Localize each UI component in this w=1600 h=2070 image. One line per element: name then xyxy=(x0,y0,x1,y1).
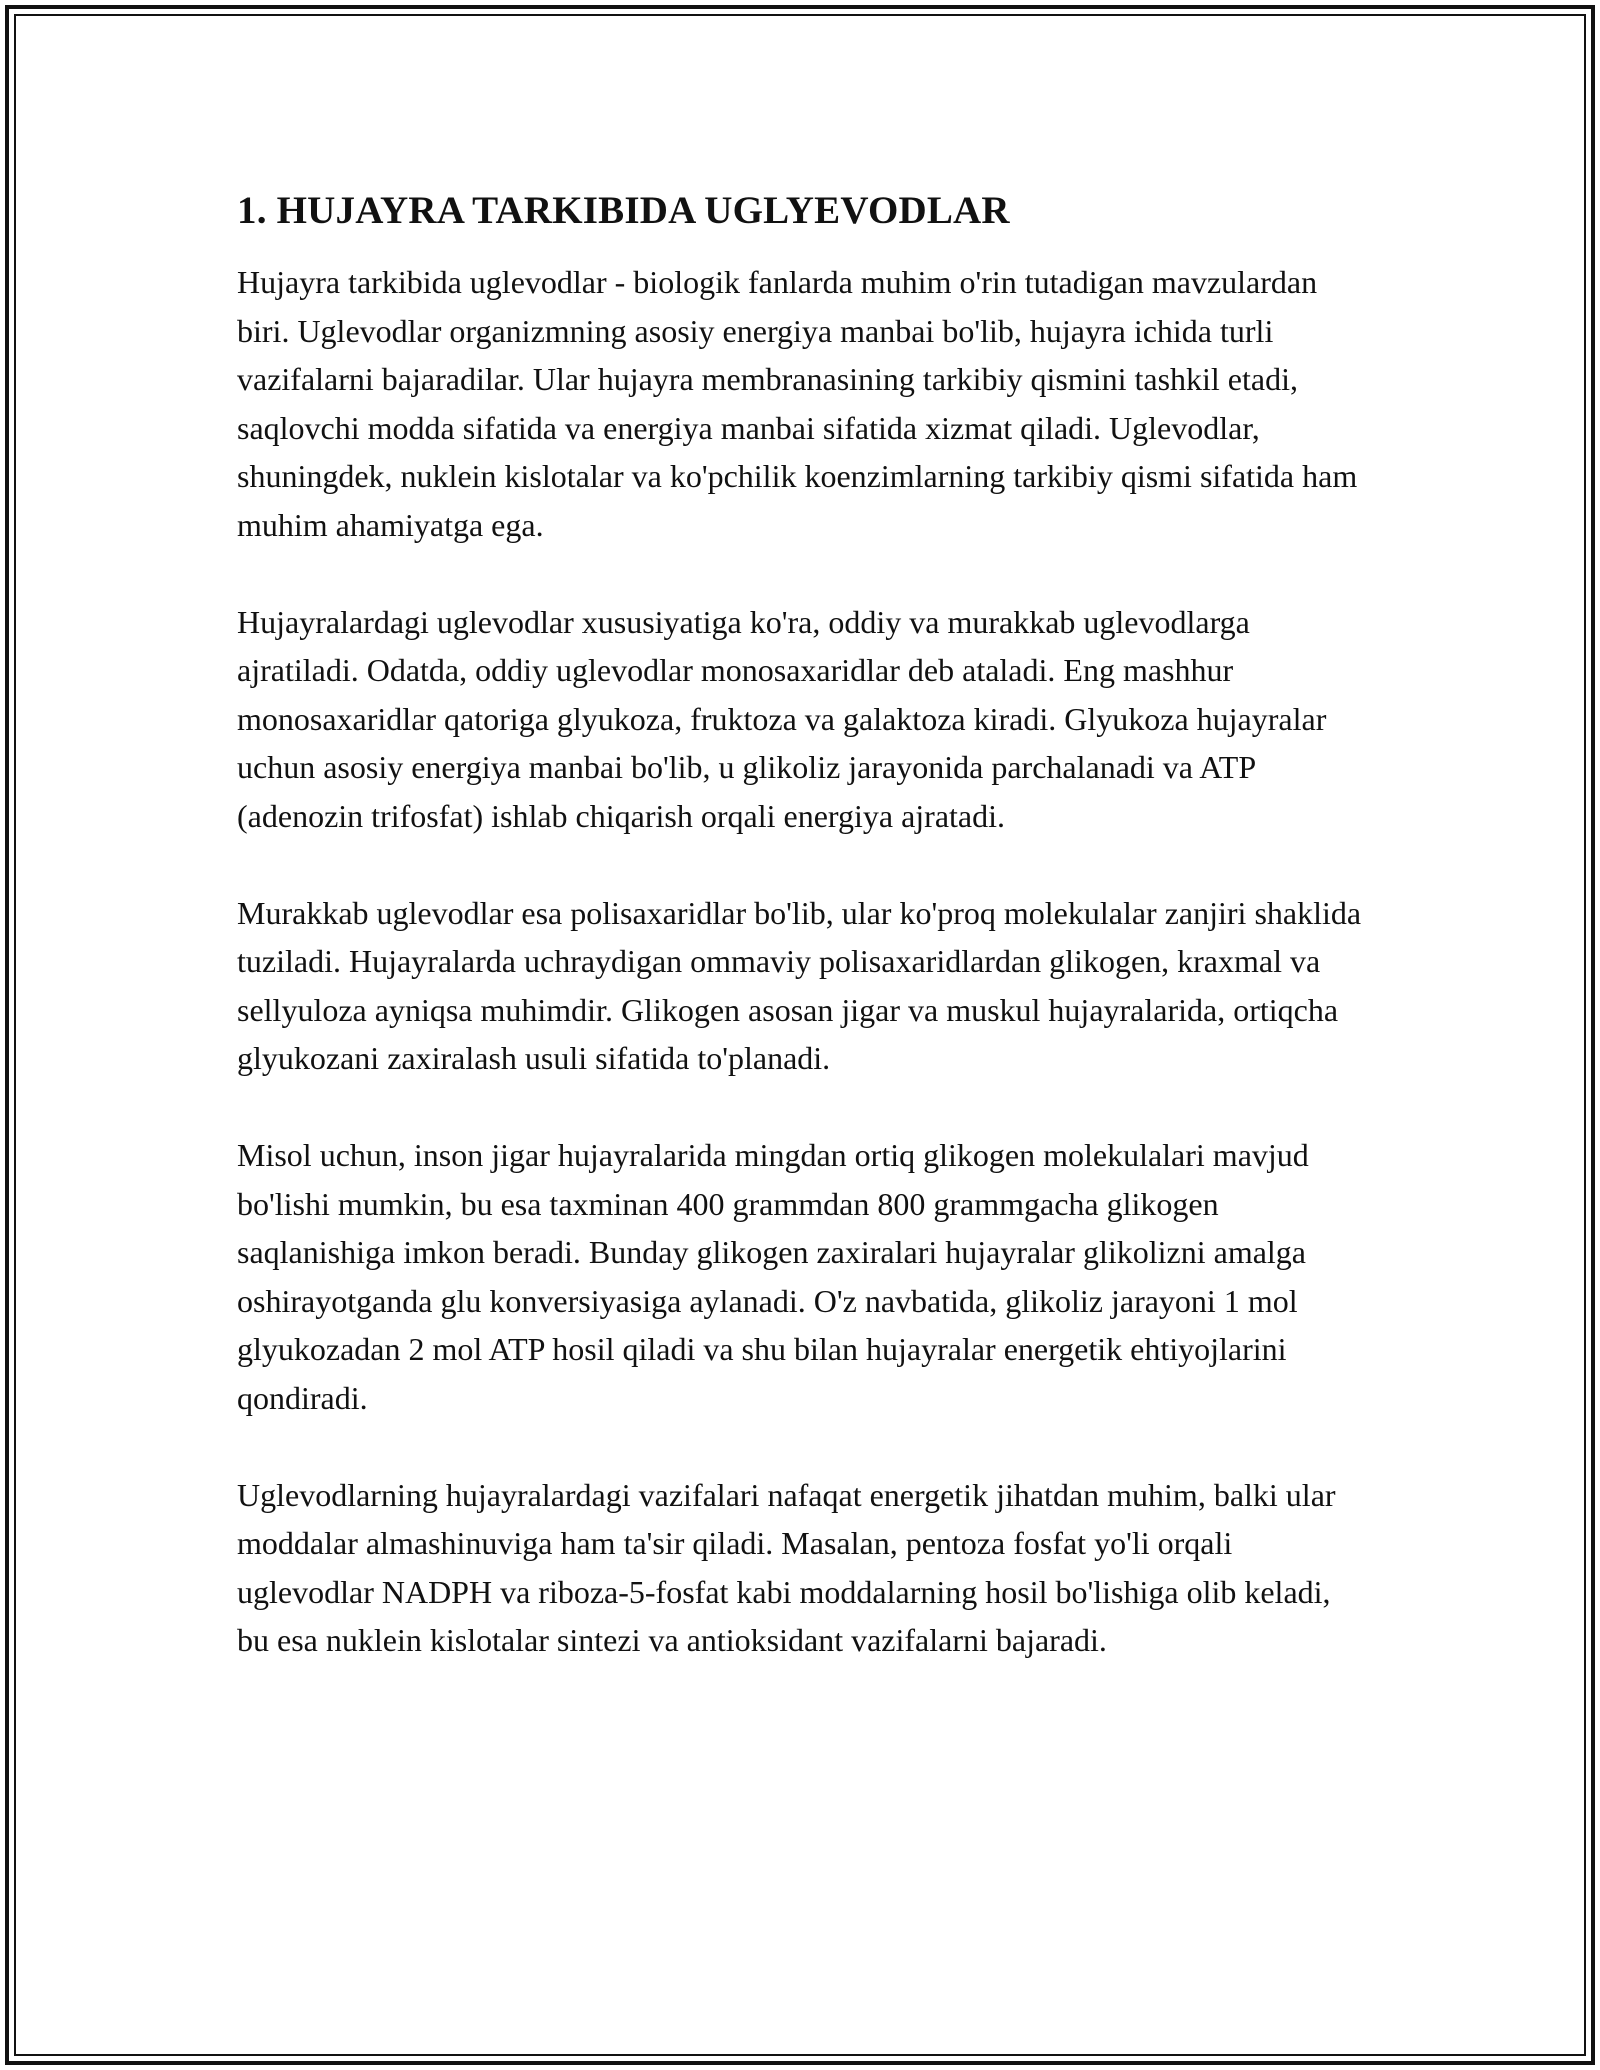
paragraph-2: Hujayralardagi uglevodlar xususiyatiga ko'ra, oddiy va murakkab uglevodlarga ajratiladi. Odatda, oddiy uglevodlar monosaxaridlar deb ataladi. Eng mashhur monosaxaridlar qatoriga glyukoza, fruktoza va galaktoza kiradi. Glyukoza hujayralar uchun asosiy energiya manbai bo'lib, u glikoliz jarayonida parchalanadi va ATP (adenozin trifosfat) ishlab chiqarish orqali energiya ajratadi. xyxy=(237,603,1327,834)
document-title: 1. HUJAYRA TARKIBIDA UGLYEVODLAR xyxy=(237,189,1010,232)
document-body xyxy=(237,186,1367,1713)
paragraph-1: Hujayra tarkibida uglevodlar - biologik fanlarda muhim o'rin tutadigan mavzulardan biri. Uglevodlar organizmning asosiy energiya manbai bo'lib, hujayra ichida turli vazifalarni bajaradilar. Ular hujayra membranasining tarkibiy qismini tashkil etadi, saqlovchi modda sifatida va energiya manbai sifatida xizmat qiladi. Uglevodlar, shuningdek, nuklein kislotalar va ko'pchilik koenzimlarning tarkibiy qismi sifatida ham muhim ahamiyatga ega. xyxy=(237,264,1358,543)
paragraph-3: Murakkab uglevodlar esa polisaxaridlar bo'lib, ular ko'proq molekulalar zanjiri shaklida tuziladi. Hujayralarda uchraydigan ommaviy polisaxaridlardan glikogen, kraxmal va sellyuloza ayniqsa muhimdir. Glikogen asosan jigar va muskul hujayralarida, ortiqcha glyukozani zaxiralash usuli sifatida to'planadi. xyxy=(237,894,1362,1076)
paragraph-4: Misol uchun, inson jigar hujayralarida mingdan ortiq glikogen molekulalari mavjud bo'lishi mumkin, bu esa taxminan 400 grammdan 800 grammgacha glikogen saqlanishiga imkon beradi. Bunday glikogen zaxiralari hujayralar glikolizni amalga oshirayotganda glu konversiyasiga aylanadi. O'z navbatida, glikoliz jarayoni 1 mol glyukozadan 2 mol ATP hosil qiladi va shu bilan hujayralar energetik ehtiyojlarini qondiradi. xyxy=(237,1137,1309,1416)
paragraph-5: Uglevodlarning hujayralardagi vazifalari nafaqat energetik jihatdan muhim, balki ular moddalar almashinuviga ham ta'sir qiladi. Masalan, pentoza fosfat yo'li orqali uglevodlar NADPH va riboza-5-fosfat kabi moddalarning hosil bo'lishiga olib keladi, bu esa nuklein kislotalar sintezi va antioksidant vazifalarni bajaradi. xyxy=(237,1476,1336,1658)
